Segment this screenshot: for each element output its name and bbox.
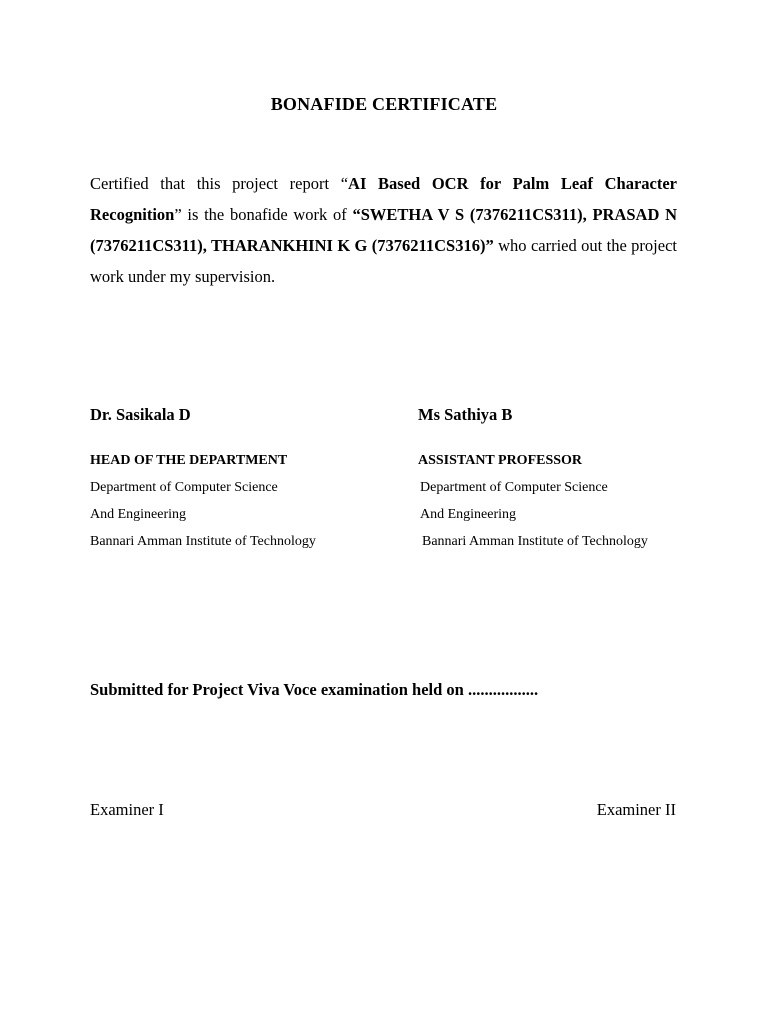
signatory-department: Department of Computer Science: [90, 480, 278, 495]
signatory-name: Dr. Sasikala D: [90, 405, 191, 424]
examiner-1-label: Examiner I: [90, 800, 164, 819]
signatory-institute: Bannari Amman Institute of Technology: [90, 534, 316, 549]
signatory-department: Department of Computer Science: [420, 480, 608, 495]
signatory-department-2: And Engineering: [90, 507, 187, 522]
signatory-role: HEAD OF THE DEPARTMENT: [90, 453, 288, 468]
certificate-paragraph: [90, 168, 677, 292]
signatory-name: Ms Sathiya B: [418, 405, 513, 424]
signatory-institute: Bannari Amman Institute of Technology: [422, 534, 648, 549]
examiner-2-label: Examiner II: [596, 800, 676, 819]
signatory-hod: [90, 405, 410, 561]
signatory-department-2: And Engineering: [420, 507, 517, 522]
student-list: “SWETHA V S (7376211CS311), PRASAD N (7376211CS311), THARANKHINI K G (7376211CS316)”: [90, 205, 677, 255]
signatory-supervisor: [418, 405, 708, 561]
certificate-text-1: Certified that this project report “: [90, 174, 349, 193]
certificate-text-2: ” is the bonafide work of: [174, 205, 353, 224]
project-title: AI Based OCR for Palm Leaf Character Recognition: [90, 174, 678, 224]
page-title: BONAFIDE CERTIFICATE: [270, 94, 498, 114]
certificate-text-3: who carried out the project work under my supervision.: [90, 236, 677, 286]
viva-voce-line: Submitted for Project Viva Voce examination held on .................: [90, 680, 539, 699]
signatory-role: ASSISTANT PROFESSOR: [418, 453, 583, 468]
